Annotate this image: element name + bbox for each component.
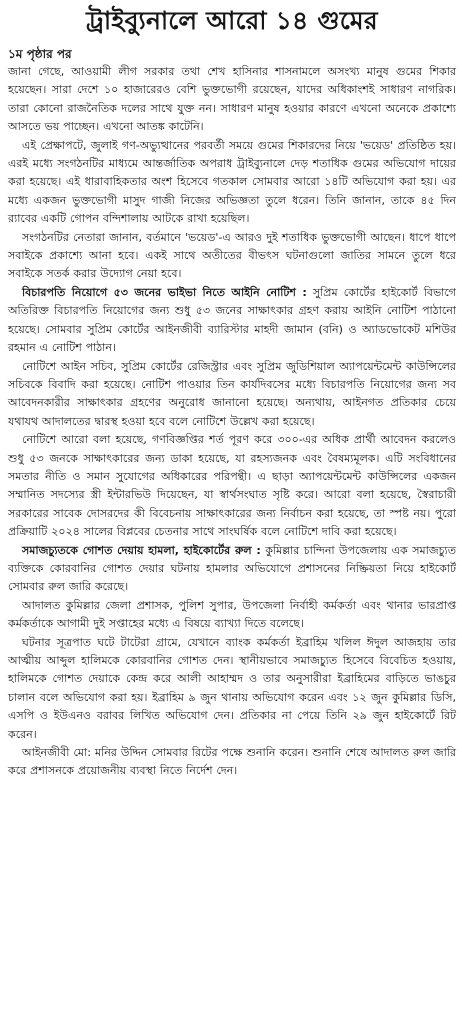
continued-from-label: ১ম পৃষ্ঠার পর <box>8 47 72 61</box>
article-paragraph <box>8 284 456 358</box>
paragraph-text: সংগঠনটির নেতারা জানান, বর্তমানে 'ভয়েড'-এ আরও দুই শতাধিক ভুক্তভোগী আছেন। ধাপে ধাপে সবাইকে প্রকাশ্যে আনা হবে। একই সাথে অতীতের বীভৎস ঘটনাগুলো জাতির সামনে তুলে ধরে সবাইকে সতর্ক করার উদ্যোগ নেয়া হবে। <box>8 230 456 281</box>
article-paragraph <box>8 597 456 634</box>
article-body <box>8 63 456 781</box>
article-paragraph <box>8 63 456 137</box>
subheading: বিচারপতি নিয়োগে ৫৩ জনের ভাইভা নিতে আইনি নোটিশ : <box>22 285 307 299</box>
paragraph-text: এই প্রেক্ষাপটে, জুলাই গণ-অভ্যুত্থানের পরবর্তী সময়ে গুমের শিকারদের নিয়ে 'ভয়েড' প্রতিষ্ঠিত হয়। এরই মধ্যে সংগঠনটির মাধ্যমে আন্তর্জাতিক অপরাধ ট্রাইব্যুনালে দেড় শতাধিক গুমের অভিযোগ দায়ের করা হয়েছে। এই ধারাবাহিকতার অংশ হিসেবে গতকাল সোমবার আরো ১৪টি অভিযোগ করা হয়। এর মধ্যে একজন ভুক্তভোগী মাসুদ গাজী নিজের অভিজ্ঞতা তুলে ধরেন। তিনি জানান, তাকে ৪৫ দিন র‍্যাবের একটি গোপন বন্দিশালায় আটকে রাখা হয়েছিল। <box>8 138 456 226</box>
article-paragraph <box>8 744 456 781</box>
paragraph-text: ঘটনার সূত্রপাত ঘটে টাটেরা গ্রামে, যেখানে ব্যাংক কর্মকর্তা ইব্রাহিম খলিল ঈদুল আজহায় তার আত্মীয় আব্দুল হালিমকে কোরবানির গোশত দেন। স্থানীয়ভাবে সমাজচ্যুত হিসেবে বিবেচিত হওয়ায়, হালিমকে গোশত দেয়াকে কেন্দ্র করে আলী আহাম্মদ ও তার অনুসারীরা ইব্রাহিমের বাড়িতে ভাঙচুর চালান বলে অভিযোগ করা হয়। ইব্রাহিম ৯ জুন থানায় অভিযোগ করেন এবং ১২ জুন কুমিল্লার ডিসি, এসপি ও ইউএনও বরাবর লিখিত অভিযোগ দেন। প্রতিকার না পেয়ে তিনি ২৯ জুন হাইকোর্টে রিট করেন। <box>8 635 456 741</box>
article-paragraph <box>8 542 456 597</box>
subheading: সমাজচ্যুতকে গোশত দেয়ায় হামলা, হাইকোর্টের রুল : <box>22 543 261 557</box>
paragraph-text: নোটিশে আরো বলা হয়েছে, গণবিজ্ঞপ্তির শর্ত পূরণ করে ৩০০-এর অধিক প্রার্থী আবেদন করলেও শুধু ৫৩ জনকে সাক্ষাৎকারের জন্য ডাকা হয়েছে, যা রহস্যজনক এবং বৈষম্যমূলক। এটি সংবিধানের সমতার নীতি ও সমান সুযোগের অধিকারের পরিপন্থী। এ ছাড়া অ্যাপয়েন্টমেন্ট কাউন্সিলের একজন সম্মানিত সদস্যের স্ত্রী ইন্টারভিউ দিয়েছেন, যা স্বার্থসংঘাত সৃষ্টি করে। আরো বলা হয়েছে, স্বৈরাচারী সরকারের সাবেক দোসরদের কী বিবেচনায় সাক্ষাৎকারের জন্য নির্বাচন করা হয়েছে, তা স্পষ্ট নয়। পুরো প্রক্রিয়াটি ২০২৪ সালের বিপ্লবের চেতনার সাথে সাংঘর্ষিক বলে নোটিশে দাবি করা হয়েছে। <box>8 433 456 539</box>
article-paragraph <box>8 229 456 284</box>
article-paragraph <box>8 137 456 229</box>
paragraph-text: আইনজীবী মো: মনির উদ্দিন সোমবার রিটের পক্ষে শুনানি করেন। শুনানি শেষে আদালত রুল জারি করে প্রশাসনকে প্রয়োজনীয় ব্যবস্থা নিতে নির্দেশ দেন। <box>8 746 456 778</box>
headline: ট্রাইব্যুনালে আরো ১৪ গুমের <box>86 6 378 35</box>
paragraph-text: সুপ্রিম কোর্টের হাইকোর্ট বিভাগে অতিরিক্ত বিচারপতি নিয়োগের জন্য শুধু ৫৩ জনের সাক্ষাৎকার গ্রহণ করায় আইনি নোটিশ পাঠানো হয়েছে। সোমবার সুপ্রিম কোর্টের আইনজীবী ব্যারিস্টার মাহদী জামান (বনি) ও অ্যাডভোকেট মশিউর রহমান এ নোটিশ পাঠান। <box>8 285 456 355</box>
paragraph-text: নোটিশে আইন সচিব, সুপ্রিম কোর্টের রেজিস্ট্রার এবং সুপ্রিম জুডিশিয়াল অ্যাপয়েন্টমেন্ট কাউন্সিলের সচিবকে বিবাদি করা হয়েছে। নোটিশ পাওয়ার তিন কার্যদিবসের মধ্যে বিচারপতি নিয়োগের জন্য সব আবেদনকারীর সাক্ষাৎকার গ্রহণের অনুরোধ জানানো হয়েছে। অন্যথায়, আইনগত প্রতিকার চেয়ে যথাযথ আদালতের দ্বারস্থ হওয়া হবে বলে নোটিশে উল্লেখ করা হয়েছে। <box>8 359 456 428</box>
article-paragraph <box>8 358 456 432</box>
paragraph-text: আদালত কুমিল্লার জেলা প্রশাসক, পুলিশ সুপার, উপজেলা নির্বাহী কর্মকর্তা এবং থানার ভারপ্রাপ্ত কর্মকর্তাকে আগামী দুই সপ্তাহের মধ্যে এ বিষয়ে ব্যাখ্যা দিতে বলেছে। <box>8 598 456 631</box>
paragraph-text: জানা গেছে, আওয়ামী লীগ সরকার তথা শেখ হাসিনার শাসনামলে অসংখ্য মানুষ গুমের শিকার হয়েছেন। সারা দেশে ১০ হাজারেরও বেশি ভুক্তভোগী রয়েছেন, যাদের অধিকাংশই সাধারণ নাগরিক। তারা কোনো রাজনৈতিক দলের সাথে যুক্ত নন। সাধারণ মানুষ হওয়ার কারণে এখনো অনেকে প্রকাশ্যে আসতে ভয় পাচ্ছেন। এখনো আতঙ্ক কাটেনি। <box>8 65 456 134</box>
article-paragraph <box>8 634 456 744</box>
paragraph-text: কুমিল্লার চান্দিনা উপজেলায় এক সমাজচ্যুত ব্যক্তিকে কোরবানির গোশত দেয়ার ঘটনায় হামলার অভিযোগে প্রশাসনের নিষ্ক্রিয়তা নিয়ে হাইকোর্ট সোমবার রুল জারি করেছে। <box>8 543 456 594</box>
article-paragraph <box>8 431 456 541</box>
